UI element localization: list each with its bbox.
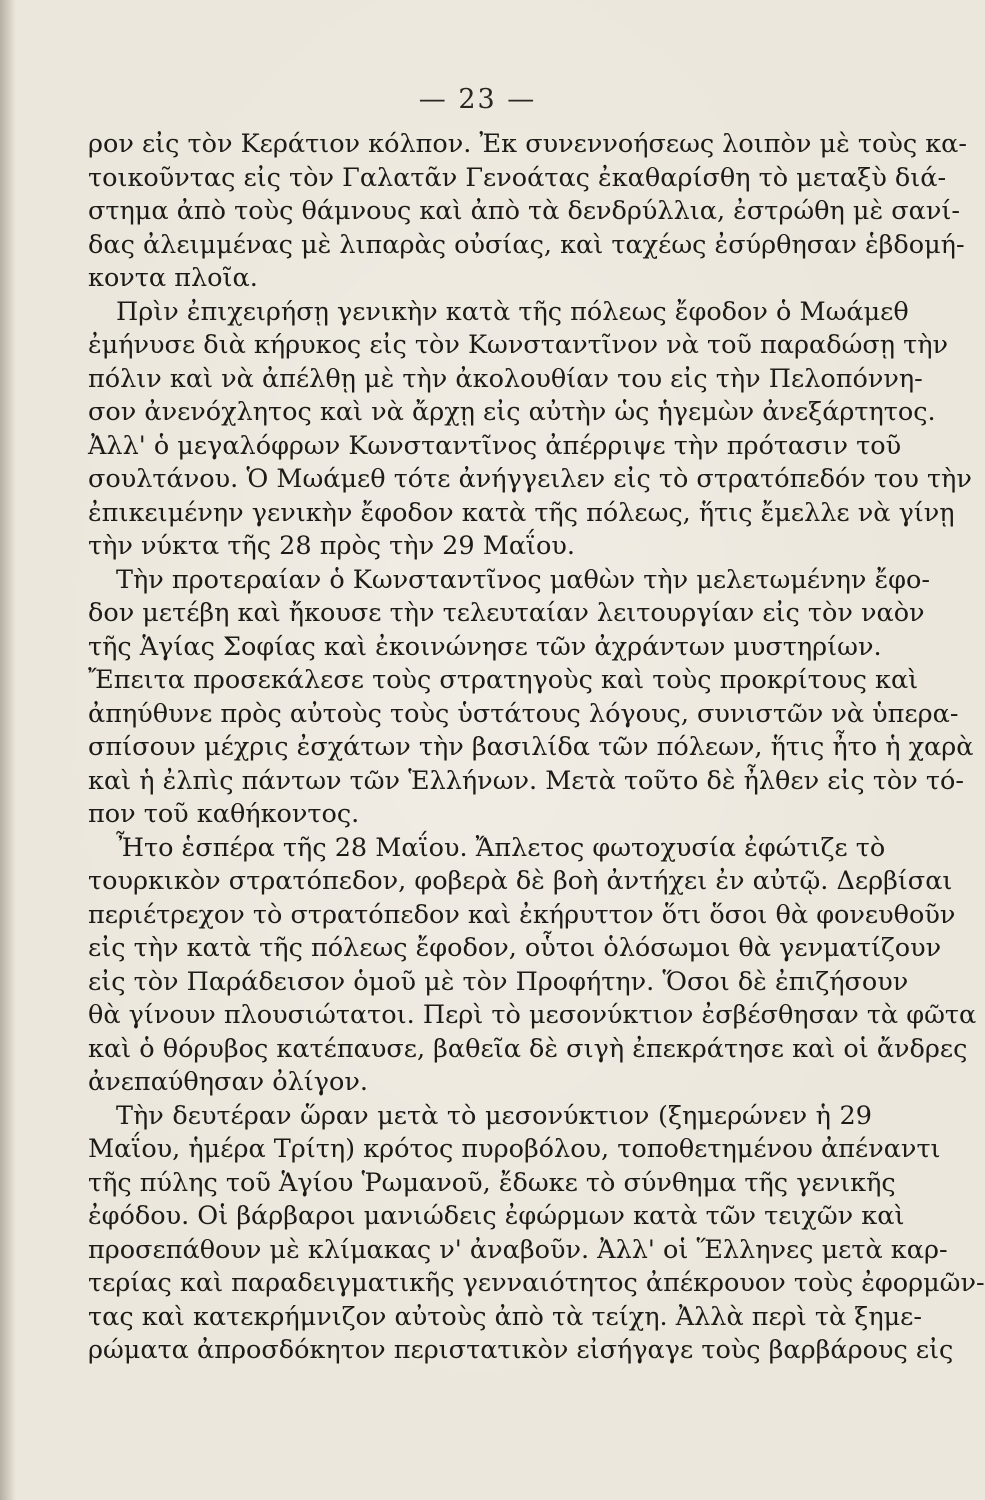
text-line: ἐφόδου. Οἱ βάρβαροι μανιώδεις ἐφώρμων κατὰ τῶν τειχῶν καὶ	[88, 1201, 905, 1231]
text-line: τὴν νύκτα τῆς 28 πρὸς τὴν 29 Μαΐου.	[88, 531, 576, 561]
body-text	[88, 128, 985, 1368]
text-line: εἰς τὴν κατὰ τῆς πόλεως ἔφοδον, οὗτοι ὁλόσωμοι θὰ γενματίζουν	[88, 933, 942, 963]
page-number: — 23 —	[418, 84, 537, 115]
text-line: ἐπικειμένην γενικὴν ἔφοδον κατὰ τῆς πόλεως, ἥτις ἔμελλε νὰ γίνῃ	[88, 497, 955, 528]
text-line: ἀνεπαύθησαν ὀλίγον.	[88, 1067, 368, 1097]
text-line: τερίας καὶ παραδειγματικῆς γενναιότητος ἀπέκρουον τοὺς ἐφορμῶν-	[88, 1268, 985, 1298]
text-line: σουλτάνου. Ὁ Μωάμεθ τότε ἀνήγγειλεν εἰς τὸ στρατόπεδόν του τὴν	[88, 464, 972, 494]
text-line: πον τοῦ καθήκοντος.	[88, 799, 360, 829]
text-line: τουρκικὸν στρατόπεδον, φοβερὰ δὲ βοὴ ἀντήχει ἐν αὐτῷ. Δερβίσαι	[88, 866, 953, 896]
text-line: Ἦτο ἑσπέρα τῆς 28 Μαΐου. Ἄπλετος φωτοχυσία ἐφώτιζε τὸ	[116, 832, 886, 863]
text-line: πόλιν καὶ νὰ ἀπέλθῃ μὲ τὴν ἀκολουθίαν του εἰς τὴν Πελοπόννη-	[88, 363, 923, 394]
text-line: θὰ γίνουν πλουσιώτατοι. Περὶ τὸ μεσονύκτιον ἐσβέσθησαν τὰ φῶτα	[88, 1000, 977, 1030]
text-line: στημα ἀπὸ τοὺς θάμνους καὶ ἀπὸ τὰ δενδρύλλια, ἐστρώθη μὲ σανί-	[88, 196, 960, 226]
text-line: σπίσουν μέχρις ἐσχάτων τὴν βασιλίδα τῶν πόλεων, ἥτις ἦτο ἡ χαρὰ	[88, 732, 974, 762]
text-line: ρον εἰς τὸν Κεράτιον κόλπον. Ἐκ συνεννοήσεως λοιπὸν μὲ τοὺς κα-	[88, 129, 967, 159]
text-line: καὶ ἡ ἐλπὶς πάντων τῶν Ἑλλήνων. Μετὰ τοῦτο δὲ ἦλθεν εἰς τὸν τό-	[88, 765, 964, 796]
text-line: Ἀλλ' ὁ μεγαλόφρων Κωνσταντῖνος ἀπέρριψε τὴν πρότασιν τοῦ	[88, 430, 902, 461]
text-line: ἀπηύθυνε πρὸς αὐτοὺς τοὺς ὑστάτους λόγους, συνιστῶν νὰ ὑπερα-	[88, 698, 959, 729]
text-line: περιέτρεχον τὸ στρατόπεδον καὶ ἐκήρυττον ὅτι ὅσοι θὰ φονευθοῦν	[88, 899, 956, 930]
text-line: Μαΐου, ἡμέρα Τρίτη) κρότος πυροβόλου, τοποθετημένου ἀπέναντι	[88, 1134, 941, 1164]
text-line: Τὴν προτεραίαν ὁ Κωνσταντῖνος μαθὼν τὴν μελετωμένην ἔφο-	[116, 564, 931, 595]
text-line: προσεπάθουν μὲ κλίμακας ν' ἀναβοῦν. Ἀλλ' οἱ Ἕλληνες μετὰ καρ-	[88, 1234, 948, 1265]
text-line: κοντα πλοῖα.	[88, 263, 258, 293]
text-line: δας ἀλειμμένας μὲ λιπαρὰς οὐσίας, καὶ ταχέως ἐσύρθησαν ἑβδομή-	[88, 229, 965, 260]
text-line: καὶ ὁ θόρυβος κατέπαυσε, βαθεῖα δὲ σιγὴ ἐπεκράτησε καὶ οἱ ἄνδρες	[88, 1033, 968, 1064]
text-line: Πρὶν ἐπιχειρήσῃ γενικὴν κατὰ τῆς πόλεως ἔφοδον ὁ Μωάμεθ	[116, 296, 909, 327]
text-line: Τὴν δευτέραν ὥραν μετὰ τὸ μεσονύκτιον (ξημερώνεν ἡ 29	[116, 1100, 872, 1131]
text-line: τῆς Ἁγίας Σοφίας καὶ ἐκοινώνησε τῶν ἀχράντων μυστηρίων.	[88, 631, 882, 662]
binding-shadow	[0, 0, 16, 1500]
text-line: ἐμήνυσε διὰ κήρυκος εἰς τὸν Κωνσταντῖνον νὰ τοῦ παραδώσῃ τὴν	[88, 330, 949, 360]
text-line: σον ἀνενόχλητος καὶ νὰ ἄρχῃ εἰς αὐτὴν ὡς ἡγεμὼν ἀνεξάρτητος.	[88, 397, 936, 427]
text-line: δον μετέβη καὶ ἤκουσε τὴν τελευταίαν λειτουργίαν εἰς τὸν ναὸν	[88, 598, 925, 628]
text-line: τοικοῦντας εἰς τὸν Γαλατᾶν Γενοάτας ἐκαθαρίσθη τὸ μεταξὺ διά-	[88, 162, 947, 193]
text-line: Ἔπειτα προσεκάλεσε τοὺς στρατηγοὺς καὶ τοὺς προκρίτους καὶ	[88, 665, 919, 695]
text-line: τῆς πύλης τοῦ Ἁγίου Ῥωμανοῦ, ἔδωκε τὸ σύνθημα τῆς γενικῆς	[88, 1167, 896, 1198]
text-line: εἰς τὸν Παράδεισον ὁμοῦ μὲ τὸν Προφήτην. Ὅσοι δὲ ἐπιζήσουν	[88, 966, 909, 997]
text-line: τας καὶ κατεκρήμνιζον αὐτοὺς ἀπὸ τὰ τείχη. Ἀλλὰ περὶ τὰ ξημε-	[88, 1301, 922, 1332]
text-line: ρώματα ἀπροσδόκητον περιστατικὸν εἰσήγαγε τοὺς βαρβάρους εἰς	[88, 1335, 954, 1365]
